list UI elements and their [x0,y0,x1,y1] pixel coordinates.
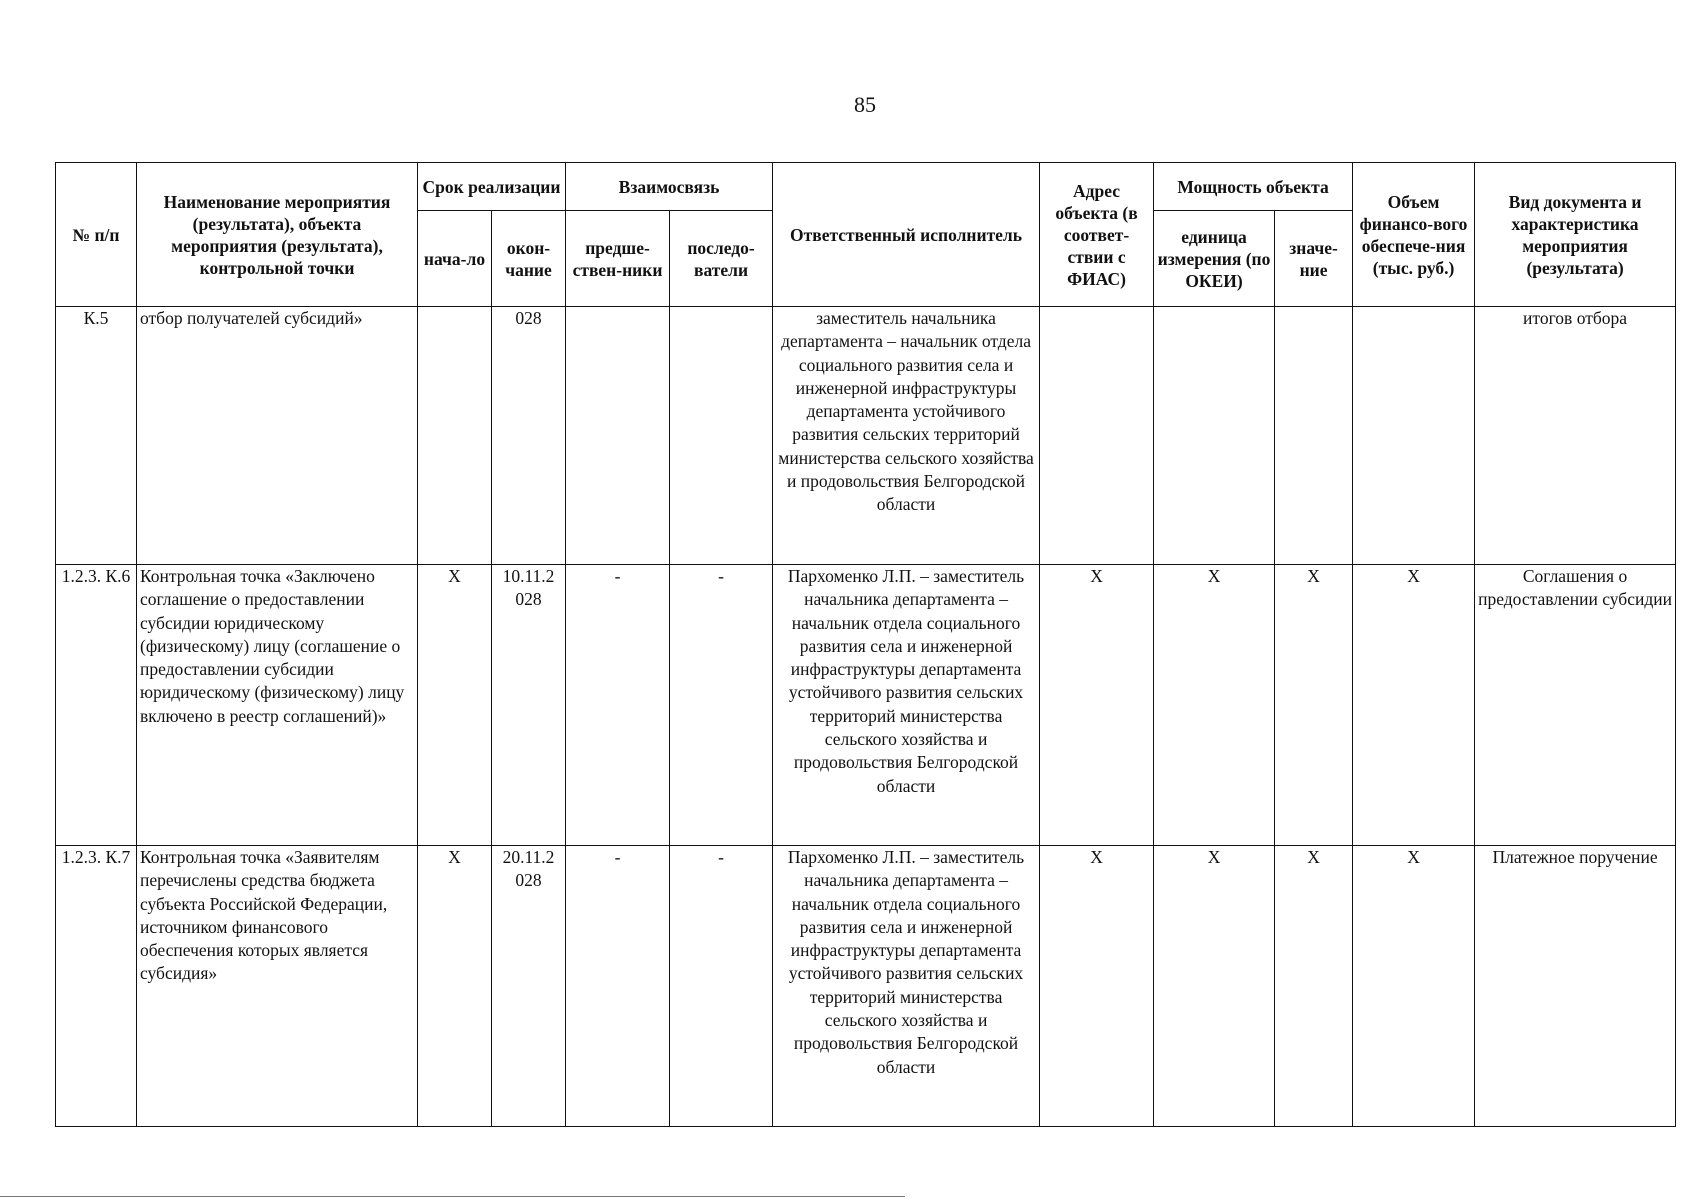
cell-value: X [1275,565,1353,846]
header-capacity: Мощность объекта [1154,163,1353,211]
header-name: Наименование мероприятия (результата), объекта мероприятия (результата), контрольной точки [137,163,418,307]
cell-next: - [670,846,773,1127]
cell-num: К.5 [56,307,137,565]
page-number: 85 [854,92,876,117]
header-term-end: окон-чание [492,211,566,307]
cell-doc: Платежное поручение [1475,846,1676,1127]
header-capacity-unit: единица измерения (по ОКЕИ) [1154,211,1275,307]
cell-prev: - [566,846,670,1127]
cell-responsible: Пархоменко Л.П. – заместитель начальника департамента – начальник отдела социального развития села и инженерной инфраструктуры департамента устойчивого развития сельских территорий министерства сельского хозяйства и продовольствия Белгородской области [773,565,1040,846]
cell-responsible: заместитель начальника департамента – начальник отдела социального развития села и инженерной инфраструктуры департамента устойчивого развития сельских территорий министерства сельского хозяйства и продовольствия Белгородской области [773,307,1040,565]
cell-end: 20.11.2 028 [492,846,566,1127]
header-num: № п/п [56,163,137,307]
cell-finance: X [1353,565,1475,846]
cell-value: X [1275,846,1353,1127]
cell-start: X [418,846,492,1127]
cell-doc: Соглашения о предоставлении субсидии [1475,565,1676,846]
table-row [56,846,1676,1127]
cell-finance: X [1353,846,1475,1127]
cell-finance [1353,307,1475,565]
cell-prev: - [566,565,670,846]
header-doc-type: Вид документа и характеристика мероприятия (результата) [1475,163,1676,307]
cell-next: - [670,565,773,846]
cell-value [1275,307,1353,565]
cell-unit [1154,307,1275,565]
cell-end: 028 [492,307,566,565]
cell-address: X [1040,565,1154,846]
header-relation: Взаимосвязь [566,163,773,211]
header-relation-prev: предше-ствен-ники [566,211,670,307]
cell-address: X [1040,846,1154,1127]
cell-doc: итогов отбора [1475,307,1676,565]
header-term: Срок реализации [418,163,566,211]
header-row-top [56,163,1676,211]
cell-start: X [418,565,492,846]
header-relation-next: последо-ватели [670,211,773,307]
page-bottom-rule [0,1196,905,1197]
cell-start [418,307,492,565]
events-table [55,162,1676,1127]
header-capacity-value: значе-ние [1275,211,1353,307]
table-row [56,307,1676,565]
cell-name: Контрольная точка «Заключено соглашение о предоставлении субсидии юридическому (физическому) лицу (соглашение о предоставлении субсидии юридическому (физическому) лицу включено в реестр соглашений)» [137,565,418,846]
cell-name: Контрольная точка «Заявителям перечислены средства бюджета субъекта Российской Федерации, источником финансового обеспечения которых является субсидия» [137,846,418,1127]
header-term-start: нача-ло [418,211,492,307]
cell-name: отбор получателей субсидий» [137,307,418,565]
cell-num: 1.2.3. К.7 [56,846,137,1127]
table-row [56,565,1676,846]
header-address: Адрес объекта (в соответ-ствии с ФИАС) [1040,163,1154,307]
cell-num: 1.2.3. К.6 [56,565,137,846]
cell-unit: X [1154,565,1275,846]
cell-next [670,307,773,565]
header-responsible: Ответственный исполнитель [773,163,1040,307]
cell-responsible: Пархоменко Л.П. – заместитель начальника департамента – начальник отдела социального развития села и инженерной инфраструктуры департамента устойчивого развития сельских территорий министерства сельского хозяйства и продовольствия Белгородской области [773,846,1040,1127]
cell-end: 10.11.2 028 [492,565,566,846]
cell-address [1040,307,1154,565]
cell-prev [566,307,670,565]
cell-unit: X [1154,846,1275,1127]
header-finance: Объем финансо-вого обеспече-ния (тыс. руб.) [1353,163,1475,307]
